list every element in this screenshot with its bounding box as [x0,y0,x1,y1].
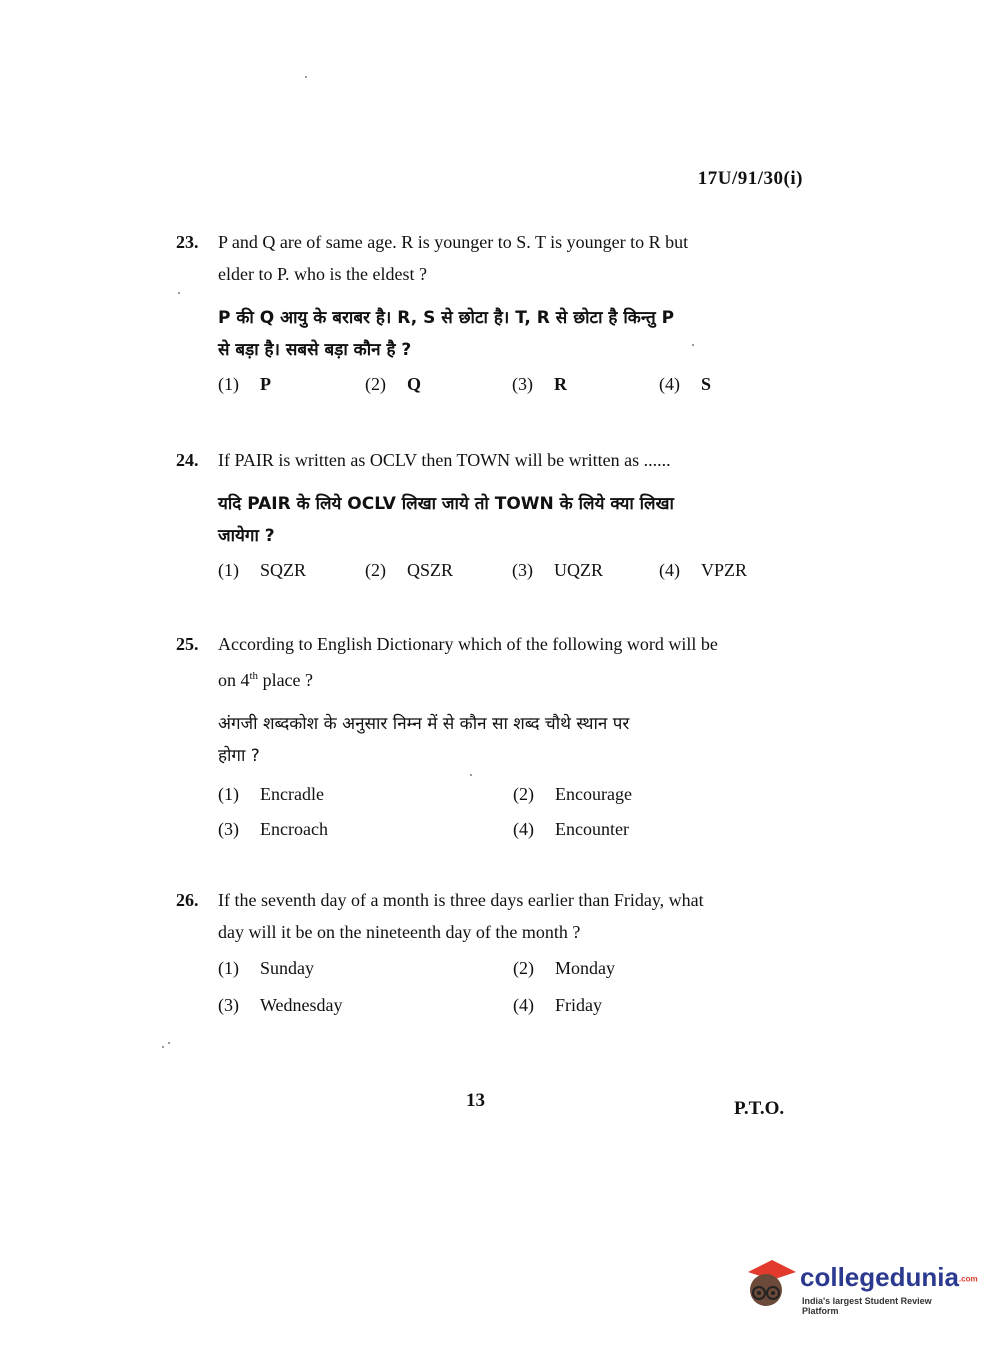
question-text-line: on 4th place ? [218,670,314,690]
question-25 [176,628,806,840]
hindi-text-line: से बड़ा है। सबसे बड़ा कौन है ? [218,340,412,360]
option-4: (4) Encounter [513,819,629,839]
scan-speck [162,1046,164,1048]
question-23 [176,226,806,395]
option-1: (1) P [218,374,271,394]
scan-speck [692,344,694,346]
question-text-line: If the seventh day of a month is three days earlier than Friday, what [218,890,704,910]
hindi-text-line: अंगजी शब्दकोश के अनुसार निम्न में से कौन सा शब्द चौथे स्थान पर [218,714,630,734]
question-number: 24. [176,450,199,470]
logo-brand: collegedunia [800,1262,959,1292]
hindi-text-line: होगा ? [218,746,260,766]
option-1: (1) Encradle [218,784,324,804]
options [176,958,806,1016]
question-26 [176,884,806,1016]
mascot-icon [740,1250,800,1322]
option-3: (3) Encroach [218,819,328,839]
option-1: (1) SQZR [218,560,307,580]
logo-tagline: India's largest Student Review Platform [802,1296,932,1316]
option-4: (4) S [659,374,712,394]
hindi-text-line: यदि PAIR के लिये OCLV लिखा जाये तो TOWN के लिये क्या लिखा [218,494,674,514]
option-3: (3) Wednesday [218,995,343,1015]
scan-speck [470,774,472,776]
question-text-line: day will it be on the nineteenth day of the month ? [218,922,581,942]
question-number: 26. [176,890,199,910]
option-2: (2) QSZR [365,560,454,580]
pto-label: P.T.O. [734,1098,785,1119]
question-text-line: elder to P. who is the eldest ? [218,264,427,284]
hindi-text-line: P की Q आयु के बराबर है। R, S से छोटा है। T, R से छोटा है किन्तु P [218,308,675,328]
options [176,374,806,395]
option-2: (2) Q [365,374,422,394]
question-text-line: P and Q are of same age. R is younger to S. T is younger to R but [218,232,689,252]
option-4: (4) Friday [513,995,602,1015]
logo-suffix: .com [958,1274,978,1284]
scan-speck [168,1042,170,1044]
question-24 [176,444,806,581]
scan-speck [178,292,180,294]
option-1: (1) Sunday [218,958,314,978]
question-number: 25. [176,634,199,654]
question-text-line: If PAIR is written as OCLV then TOWN will be written as ...... [218,450,671,470]
page-number: 13 [466,1090,485,1111]
options [176,784,806,840]
question-number: 23. [176,232,199,252]
option-2: (2) Encourage [513,784,632,804]
scan-speck [305,76,307,78]
option-3: (3) R [512,374,567,394]
option-4: (4) VPZR [659,560,748,580]
option-3: (3) UQZR [512,560,603,580]
question-text-line: According to English Dictionary which of the following word will be [218,634,718,654]
options [176,560,806,581]
collegedunia-logo [740,1250,978,1322]
hindi-text-line: जायेगा ? [218,526,275,546]
paper-code: 17U/91/30(i) [697,168,803,189]
option-2: (2) Monday [513,958,615,978]
